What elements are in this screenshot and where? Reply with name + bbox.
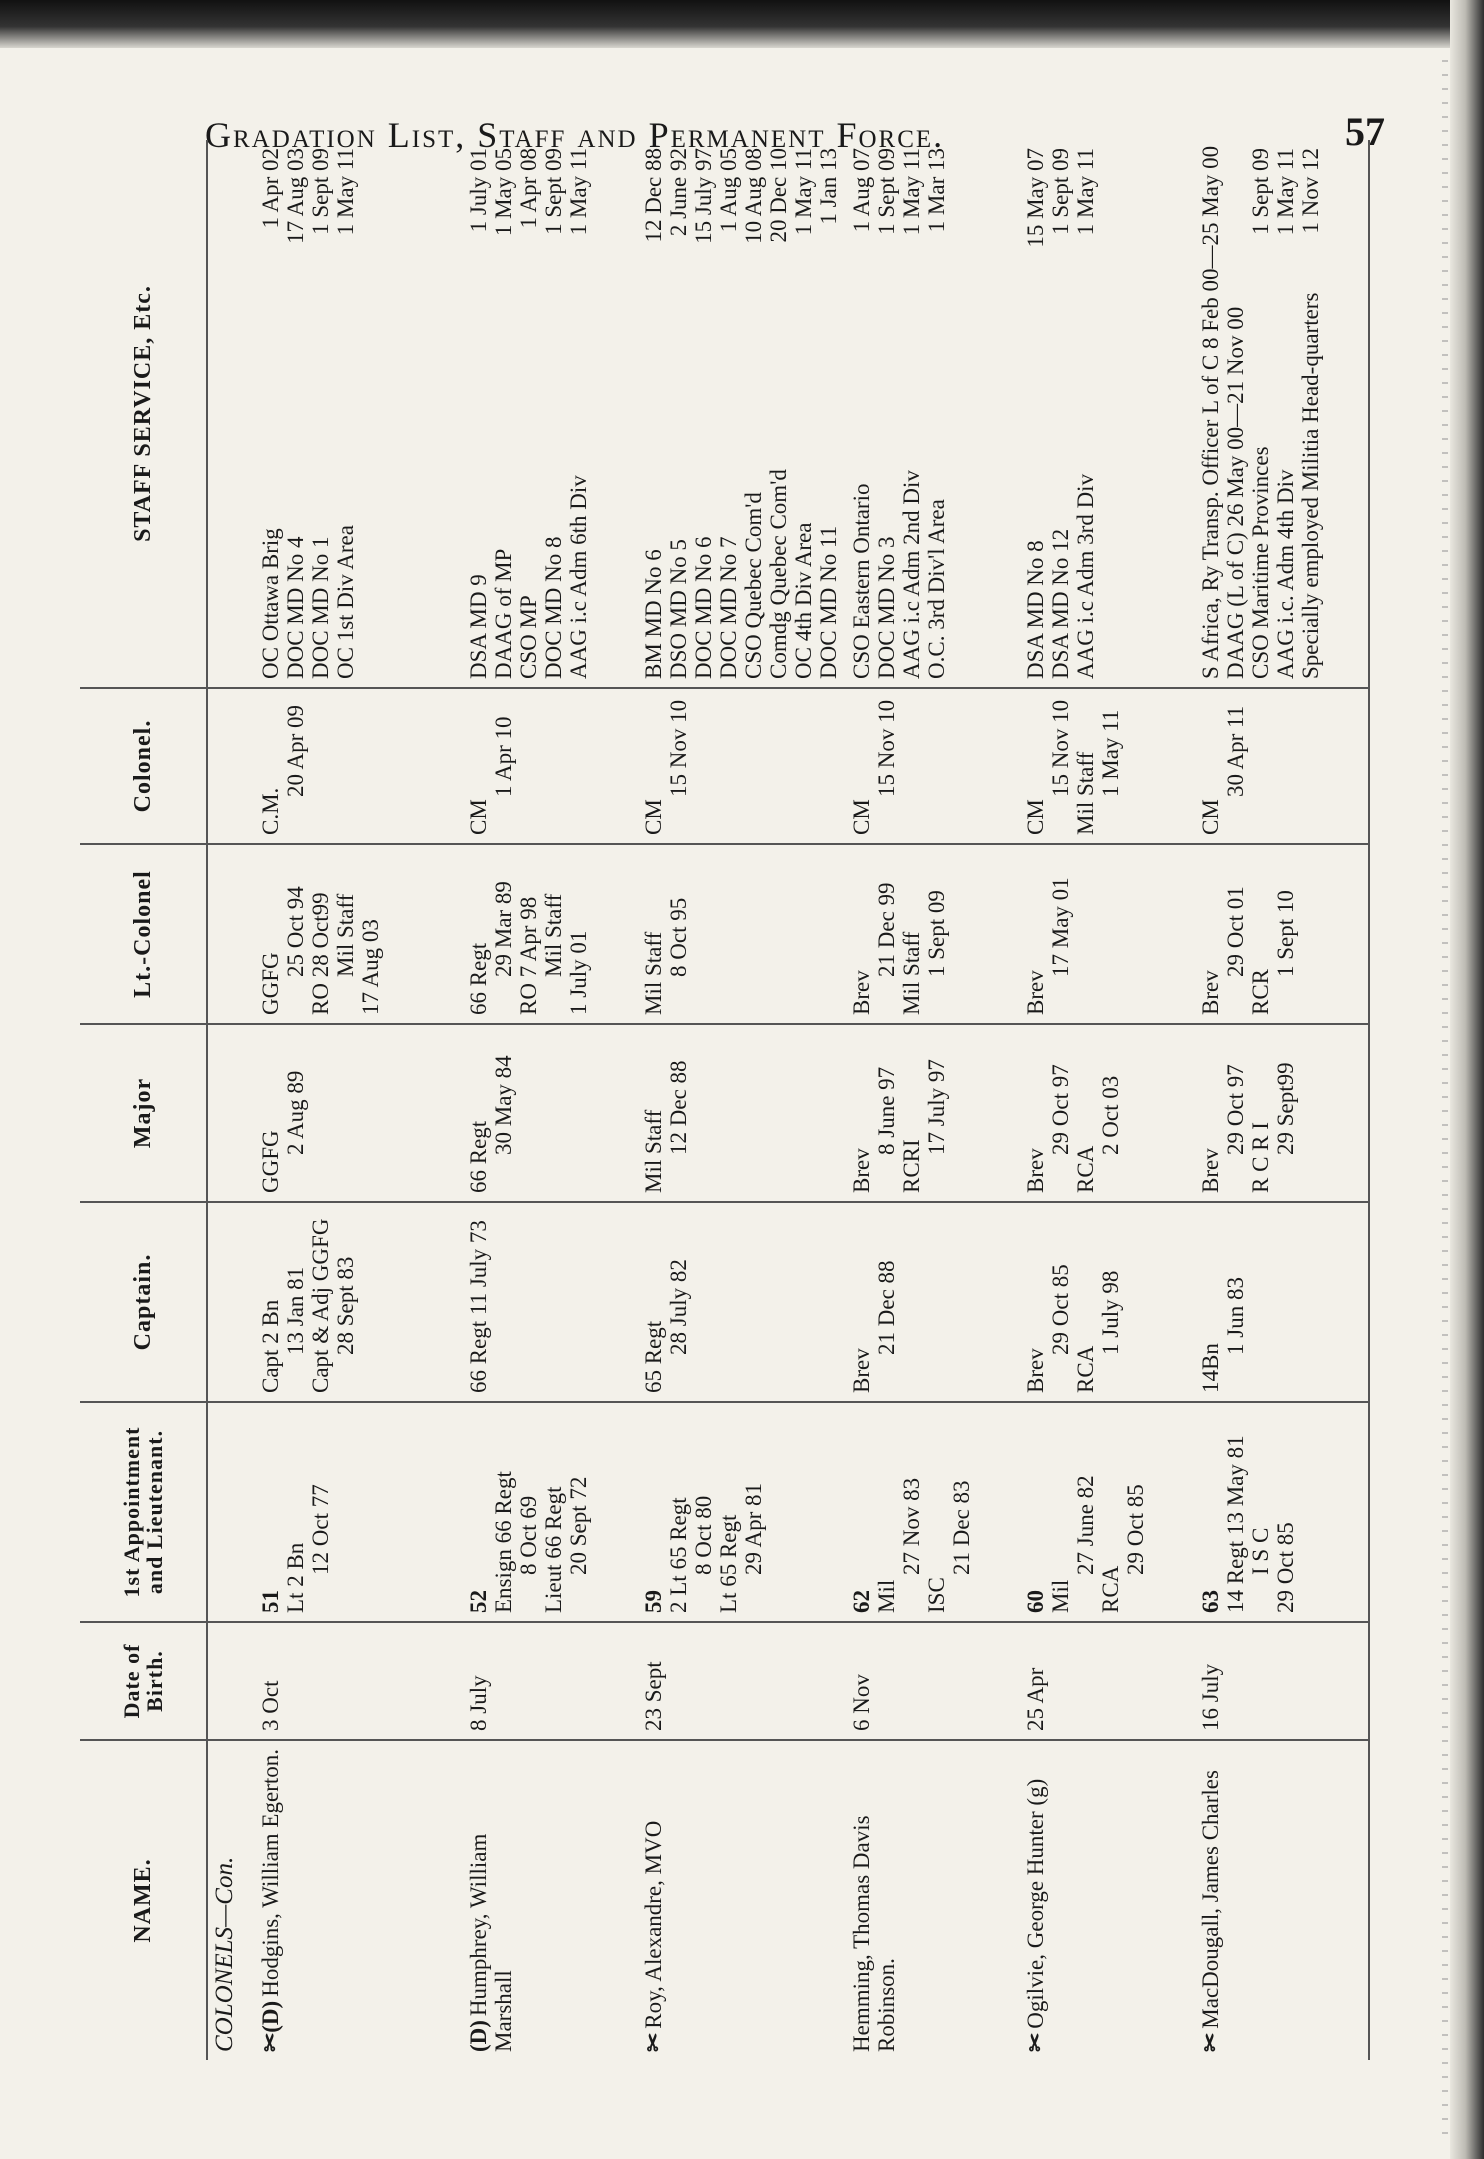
captain-line: Brev xyxy=(849,1348,875,1393)
lt-colonel-line: Mil Staff xyxy=(899,931,925,1015)
lt-colonel-line: 17 May 01 xyxy=(1048,877,1074,977)
officer-name: Humphrey, William Marshall xyxy=(466,1833,517,2052)
officer-name-cell xyxy=(845,1740,1019,2060)
staff-entry xyxy=(1223,148,1248,679)
first-appointment-line: 27 June 82 xyxy=(1073,1475,1099,1575)
staff-post: OC 4th Div Area xyxy=(790,522,816,679)
staff-date: 1 Aug 07 xyxy=(849,148,875,233)
staff-post: AAG i.c Adm 6th Div xyxy=(566,475,592,679)
date-of-birth-cell: 3 Oct xyxy=(254,1622,462,1740)
staff-date: 1 Sept 09 xyxy=(308,148,334,235)
major-line: RCA xyxy=(1073,1145,1099,1193)
first-appointment-line: I S C xyxy=(1247,1527,1273,1575)
staff-post: AAG i.c Adm 3rd Div xyxy=(1073,473,1099,679)
staff-date: 15 July 97 xyxy=(690,148,716,244)
major-line: 29 Oct 97 xyxy=(1222,1064,1248,1155)
col-header-major: Major xyxy=(80,1024,207,1202)
lt-colonel-line: 29 Mar 89 xyxy=(491,881,517,977)
staff-post: DOC MD No 4 xyxy=(283,536,309,679)
captain-line: RCA xyxy=(1073,1345,1099,1393)
staff-entry xyxy=(516,148,541,679)
col-header-first-appt: 1st Appointment and Lieutenant. xyxy=(80,1402,207,1622)
staff-service-cell xyxy=(1019,140,1193,688)
major-line: Brev xyxy=(849,1148,875,1193)
colonel-line: CM xyxy=(1197,799,1223,835)
major-line: 2 Oct 03 xyxy=(1098,1075,1124,1155)
staff-entry xyxy=(874,148,899,679)
date-of-birth-cell: 23 Sept xyxy=(637,1622,845,1740)
staff-entry xyxy=(1298,148,1323,679)
birth-year: 63 xyxy=(1197,1590,1223,1613)
captain-line: 13 Jan 81 xyxy=(283,1266,309,1355)
first-appointment-cell xyxy=(845,1402,1019,1622)
staff-entry xyxy=(491,148,516,679)
rotated-gradation-table xyxy=(80,140,1370,2060)
first-appointment-line: Lt 2 Bn xyxy=(283,1542,309,1613)
captain-cell xyxy=(1019,1202,1193,1402)
page-number: 57 xyxy=(1345,109,1385,154)
staff-entry xyxy=(641,148,666,679)
staff-post: CSO Eastern Ontario xyxy=(849,483,875,679)
staff-date: 1 Mar 13 xyxy=(924,148,950,233)
officer-mark: ✂ xyxy=(640,2032,666,2052)
staff-entry xyxy=(924,148,949,679)
gradation-table xyxy=(80,140,1370,2060)
major-line: Brev xyxy=(1197,1148,1223,1193)
captain-line: Brev xyxy=(1023,1348,1049,1393)
staff-date: 1 Sept 09 xyxy=(541,148,567,235)
staff-service-cell xyxy=(1194,140,1369,688)
lt-colonel-line: 1 Sept 09 xyxy=(924,890,950,977)
officer-name: Hodgins, William Egerton. xyxy=(258,1749,284,1997)
table-row xyxy=(254,140,462,2060)
staff-post: O.C. 3rd Div'l Area xyxy=(924,499,950,679)
first-appointment-line: 29 Oct 85 xyxy=(1272,1522,1298,1613)
staff-post: BM MD No 6 xyxy=(640,549,666,679)
col-header-name: NAME. xyxy=(80,1740,207,2060)
officer-name-cell xyxy=(462,1740,636,2060)
table-row xyxy=(637,140,845,2060)
staff-entry xyxy=(766,148,791,679)
lt-colonel-line: Mil Staff xyxy=(333,893,359,977)
major-line: 30 May 84 xyxy=(491,1055,517,1155)
major-cell xyxy=(845,1024,1019,1202)
staff-date: 17 Aug 03 xyxy=(283,148,309,244)
officer-name: Hemming, Thomas Davis Robinson. xyxy=(849,1815,900,2052)
birth-year: 52 xyxy=(466,1590,492,1613)
major-line: Brev xyxy=(1023,1148,1049,1193)
officer-name: Ogilvie, George Hunter (g) xyxy=(1023,1778,1049,2029)
staff-service-cell xyxy=(462,140,636,688)
lt-colonel-line: GGFG xyxy=(258,952,284,1015)
staff-entry xyxy=(741,148,766,679)
lt-colonel-cell xyxy=(1194,844,1369,1024)
lt-colonel-line: 17 Aug 03 xyxy=(358,919,384,1015)
officer-mark: ✂ xyxy=(1197,2032,1223,2052)
staff-service-cell xyxy=(637,140,845,688)
staff-date: 1 Aug 05 xyxy=(715,148,741,233)
lt-colonel-line: 1 July 01 xyxy=(566,930,592,1015)
colonel-cell xyxy=(254,688,462,844)
captain-line: 29 Oct 85 xyxy=(1048,1264,1074,1355)
major-line: 29 Oct 97 xyxy=(1048,1064,1074,1155)
captain-cell xyxy=(462,1202,636,1402)
captain-line: 14Bn xyxy=(1197,1343,1223,1393)
staff-post: DOC MD No 3 xyxy=(874,536,900,679)
staff-entry xyxy=(566,148,591,679)
staff-date: 1 Sept 09 xyxy=(874,148,900,235)
lt-colonel-line: Brev xyxy=(1023,970,1049,1015)
major-cell xyxy=(1019,1024,1193,1202)
table-row xyxy=(1019,140,1193,2060)
table-row xyxy=(845,140,1019,2060)
first-appointment-line: 27 Nov 83 xyxy=(899,1477,925,1575)
lt-colonel-line: Mil Staff xyxy=(640,931,666,1015)
lt-colonel-line: 21 Dec 99 xyxy=(874,882,900,977)
birth-year: 59 xyxy=(640,1590,666,1613)
major-line: 17 July 97 xyxy=(924,1059,950,1155)
first-appointment-line: 20 Sept 72 xyxy=(566,1476,592,1575)
staff-date xyxy=(1223,148,1248,160)
staff-date: 1 July 01 xyxy=(466,148,492,233)
first-appointment-line: Mil xyxy=(1048,1579,1074,1613)
table-row xyxy=(1194,140,1369,2060)
staff-post: DSO MD No 5 xyxy=(665,539,691,679)
first-appointment-cell xyxy=(462,1402,636,1622)
colonel-line: CM xyxy=(1023,799,1049,835)
captain-cell xyxy=(254,1202,462,1402)
staff-service-cell xyxy=(254,140,462,688)
staff-date: 15 May 07 xyxy=(1023,148,1049,248)
staff-date: 10 Aug 08 xyxy=(740,148,766,244)
major-line: RCRI xyxy=(899,1139,925,1193)
birth-year: 60 xyxy=(1023,1590,1049,1613)
staff-date: 1 May 05 xyxy=(491,148,517,237)
staff-post: S Africa, Ry Transp. Officer L of C 8 Feb 00—25 May 00 xyxy=(1197,145,1223,679)
staff-post: DOC MD No 11 xyxy=(815,525,841,679)
staff-post: OC Ottawa Brig xyxy=(258,528,284,679)
first-appointment-line: 12 Oct 77 xyxy=(308,1484,334,1575)
staff-date: 1 May 11 xyxy=(790,148,816,236)
captain-line: 21 Dec 88 xyxy=(874,1260,900,1355)
staff-date: 1 Apr 02 xyxy=(258,148,284,229)
staff-entry xyxy=(1048,148,1073,679)
officer-name: MacDougall, James Charles xyxy=(1197,1770,1223,2029)
staff-date: 20 Dec 10 xyxy=(765,148,791,243)
book-edge-top xyxy=(0,0,1484,48)
staff-date: 1 Sept 09 xyxy=(1247,148,1273,235)
major-line: GGFG xyxy=(258,1130,284,1193)
lt-colonel-line: RCR xyxy=(1247,968,1273,1015)
major-line: 8 June 97 xyxy=(874,1066,900,1155)
officer-name-cell xyxy=(1194,1740,1369,2060)
major-cell xyxy=(254,1024,462,1202)
staff-post: DAAG (L of C) 26 May 00—21 Nov 00 xyxy=(1222,306,1248,679)
date-of-birth-cell: 16 July xyxy=(1194,1622,1369,1740)
officer-name: Roy, Alexandre, MVO xyxy=(640,1820,666,2029)
captain-line: 1 Jun 83 xyxy=(1222,1277,1248,1355)
colonel-line: 1 Apr 10 xyxy=(491,716,517,797)
staff-entry xyxy=(1023,148,1048,679)
first-appointment-line: 29 Oct 85 xyxy=(1123,1484,1149,1575)
colonel-cell xyxy=(845,688,1019,844)
birth-year: 51 xyxy=(258,1590,284,1613)
col-header-colonel: Colonel. xyxy=(80,688,207,844)
staff-date: 1 May 11 xyxy=(566,148,592,236)
major-line: 29 Sept99 xyxy=(1272,1062,1298,1155)
col-header-dob: Date of Birth. xyxy=(80,1622,207,1740)
lt-colonel-cell xyxy=(845,844,1019,1024)
major-line: R C R I xyxy=(1247,1122,1273,1193)
colonel-cell xyxy=(637,688,845,844)
date-of-birth-cell: 25 Apr xyxy=(1019,1622,1193,1740)
staff-post: CSO MP xyxy=(516,595,542,679)
staff-date: 1 May 11 xyxy=(1073,148,1099,236)
captain-line: 65 Regt xyxy=(640,1320,666,1393)
colonel-line: 15 Nov 10 xyxy=(665,699,691,797)
lt-colonel-cell xyxy=(637,844,845,1024)
major-line: 12 Dec 88 xyxy=(665,1060,691,1155)
major-line: Mil Staff xyxy=(640,1109,666,1193)
lt-colonel-cell xyxy=(462,844,636,1024)
date-of-birth-cell: 8 July xyxy=(462,1622,636,1740)
lt-colonel-line: Mil Staff xyxy=(541,893,567,977)
first-appointment-line: 29 Apr 81 xyxy=(740,1483,766,1575)
first-appointment-line: 2 Lt 65 Regt xyxy=(665,1497,691,1613)
staff-entry xyxy=(791,148,816,679)
staff-post: DSA MD No 8 xyxy=(1023,540,1049,679)
staff-entry xyxy=(1073,148,1098,679)
major-cell xyxy=(637,1024,845,1202)
staff-entry xyxy=(1248,148,1273,679)
officer-mark: ✂ xyxy=(1023,2032,1049,2052)
staff-date: 12 Dec 88 xyxy=(640,148,666,243)
captain-cell xyxy=(637,1202,845,1402)
book-edge-right xyxy=(1450,0,1484,2159)
colonel-line: 15 Nov 10 xyxy=(874,699,900,797)
section-row xyxy=(207,140,254,2060)
first-appointment-line: Lt 65 Regt xyxy=(715,1514,741,1613)
colonel-line: C.M. xyxy=(258,787,284,835)
captain-cell xyxy=(1194,1202,1369,1402)
captain-line: 1 July 98 xyxy=(1098,1270,1124,1355)
first-appointment-line: Mil xyxy=(874,1579,900,1613)
first-appointment-cell xyxy=(1019,1402,1193,1622)
lt-colonel-cell xyxy=(1019,844,1193,1024)
staff-date: 1 Sept 09 xyxy=(1048,148,1074,235)
staff-entry xyxy=(691,148,716,679)
staff-entry xyxy=(541,148,566,679)
lt-colonel-line: 29 Oct 01 xyxy=(1222,886,1248,977)
lt-colonel-line: Brev xyxy=(1197,970,1223,1015)
officer-name-cell xyxy=(637,1740,845,2060)
staff-date: 1 Apr 08 xyxy=(516,148,542,229)
section-label: COLONELS—Con. xyxy=(211,1856,238,2052)
lt-colonel-line: 66 Regt xyxy=(466,942,492,1015)
staff-date: 2 June 92 xyxy=(665,148,691,237)
colonel-cell xyxy=(1019,688,1193,844)
first-appointment-line: 8 Oct 69 xyxy=(516,1495,542,1575)
officer-name-cell xyxy=(254,1740,462,2060)
colonel-line: 30 Apr 11 xyxy=(1222,705,1248,797)
colonel-cell xyxy=(1194,688,1369,844)
colonel-cell xyxy=(462,688,636,844)
officer-mark: ✂(D) xyxy=(258,2000,284,2052)
col-header-lt-colonel: Lt.-Colonel xyxy=(80,844,207,1024)
first-appointment-cell xyxy=(254,1402,462,1622)
lt-colonel-line: RO 28 Oct99 xyxy=(308,892,334,1015)
captain-line: Capt & Adj GGFG xyxy=(308,1218,334,1393)
staff-date: 1 Nov 12 xyxy=(1297,148,1323,234)
colonel-line: 15 Nov 10 xyxy=(1048,699,1074,797)
lt-colonel-cell xyxy=(254,844,462,1024)
staff-post: DOC MD No 6 xyxy=(690,536,716,679)
staff-post: DSA MD No 12 xyxy=(1048,528,1074,679)
staff-entry xyxy=(1197,145,1223,679)
staff-entry xyxy=(899,148,924,679)
colonel-line: 1 May 11 xyxy=(1098,709,1124,797)
lt-colonel-line: 1 Sept 10 xyxy=(1272,890,1298,977)
staff-entry xyxy=(666,148,691,679)
staff-post: DSA MD 9 xyxy=(466,574,492,679)
staff-entry xyxy=(1273,148,1298,679)
staff-date: 1 May 11 xyxy=(1272,148,1298,236)
staff-entry xyxy=(308,148,333,679)
major-cell xyxy=(1194,1024,1369,1202)
staff-post: CSO Quebec Com'd xyxy=(740,492,766,679)
staff-entry xyxy=(816,148,841,679)
captain-cell xyxy=(845,1202,1019,1402)
captain-line: Capt 2 Bn xyxy=(258,1299,284,1393)
staff-post: DOC MD No 8 xyxy=(541,536,567,679)
date-of-birth-cell: 6 Nov xyxy=(845,1622,1019,1740)
first-appointment-line: 14 Regt 13 May 81 xyxy=(1222,1435,1248,1613)
first-appointment-line: RCA xyxy=(1098,1565,1124,1613)
first-appointment-line: Ensign 66 Regt xyxy=(491,1471,517,1613)
staff-entry xyxy=(258,148,283,679)
colonel-line: CM xyxy=(466,799,492,835)
staff-entry xyxy=(466,148,491,679)
staff-post: DOC MD No 1 xyxy=(308,536,334,679)
staff-date: 1 May 11 xyxy=(333,148,359,236)
staff-post: OC 1st Div Area xyxy=(333,525,359,679)
staff-post: CSO Maritime Provinces xyxy=(1247,446,1273,679)
col-header-staff-service: STAFF SERVICE, Etc. xyxy=(80,140,207,688)
first-appointment-line: 8 Oct 80 xyxy=(690,1495,716,1575)
table-header-row xyxy=(80,140,207,2060)
page-title: Gradation List, Staff and Permanent Force. xyxy=(205,115,945,155)
col-header-captain: Captain. xyxy=(80,1202,207,1402)
colonel-line: CM xyxy=(640,799,666,835)
first-appointment-line: Lieut 66 Regt xyxy=(541,1486,567,1613)
staff-post: Comdg Quebec Com'd xyxy=(765,469,791,679)
staff-date: 1 Jan 13 xyxy=(815,148,841,225)
staff-date xyxy=(1198,134,1223,146)
first-appointment-cell xyxy=(637,1402,845,1622)
lt-colonel-line: RO 7 Apr 98 xyxy=(516,896,542,1015)
first-appointment-line: 21 Dec 83 xyxy=(949,1480,975,1575)
staff-post: DOC MD No 7 xyxy=(715,536,741,679)
captain-line: 28 July 82 xyxy=(665,1259,691,1355)
major-line: 2 Aug 89 xyxy=(283,1070,309,1155)
first-appointment-line: ISC xyxy=(924,1577,950,1613)
captain-line: 28 Sept 83 xyxy=(333,1256,359,1355)
major-cell xyxy=(462,1024,636,1202)
staff-entry xyxy=(849,148,874,679)
staff-post: Specially employed Militia Head-quarters xyxy=(1297,292,1323,679)
colonel-line: CM xyxy=(849,799,875,835)
staff-date: 1 May 11 xyxy=(899,148,925,236)
birth-year: 62 xyxy=(849,1590,875,1613)
staff-service-cell xyxy=(845,140,1019,688)
staff-post: AAG i.c Adm 2nd Div xyxy=(899,470,925,679)
lt-colonel-line: Brev xyxy=(849,970,875,1015)
captain-line: 66 Regt 11 July 73 xyxy=(466,1220,492,1393)
officer-mark: (D) xyxy=(466,2020,492,2052)
colonel-line: Mil Staff xyxy=(1073,751,1099,835)
staff-entry xyxy=(716,148,741,679)
staff-post: DAAG of MP xyxy=(491,548,517,679)
first-appointment-cell xyxy=(1194,1402,1369,1622)
lt-colonel-line: 8 Oct 95 xyxy=(665,897,691,977)
page-edge-texture xyxy=(1442,60,1448,2140)
colonel-line: 20 Apr 09 xyxy=(283,705,309,797)
staff-post: AAG i.c. Adm 4th Div xyxy=(1272,469,1298,679)
table-row xyxy=(462,140,636,2060)
staff-entry xyxy=(333,148,358,679)
officer-name-cell xyxy=(1019,1740,1193,2060)
major-line: 66 Regt xyxy=(466,1120,492,1193)
staff-entry xyxy=(283,148,308,679)
lt-colonel-line: 25 Oct 94 xyxy=(283,886,309,977)
